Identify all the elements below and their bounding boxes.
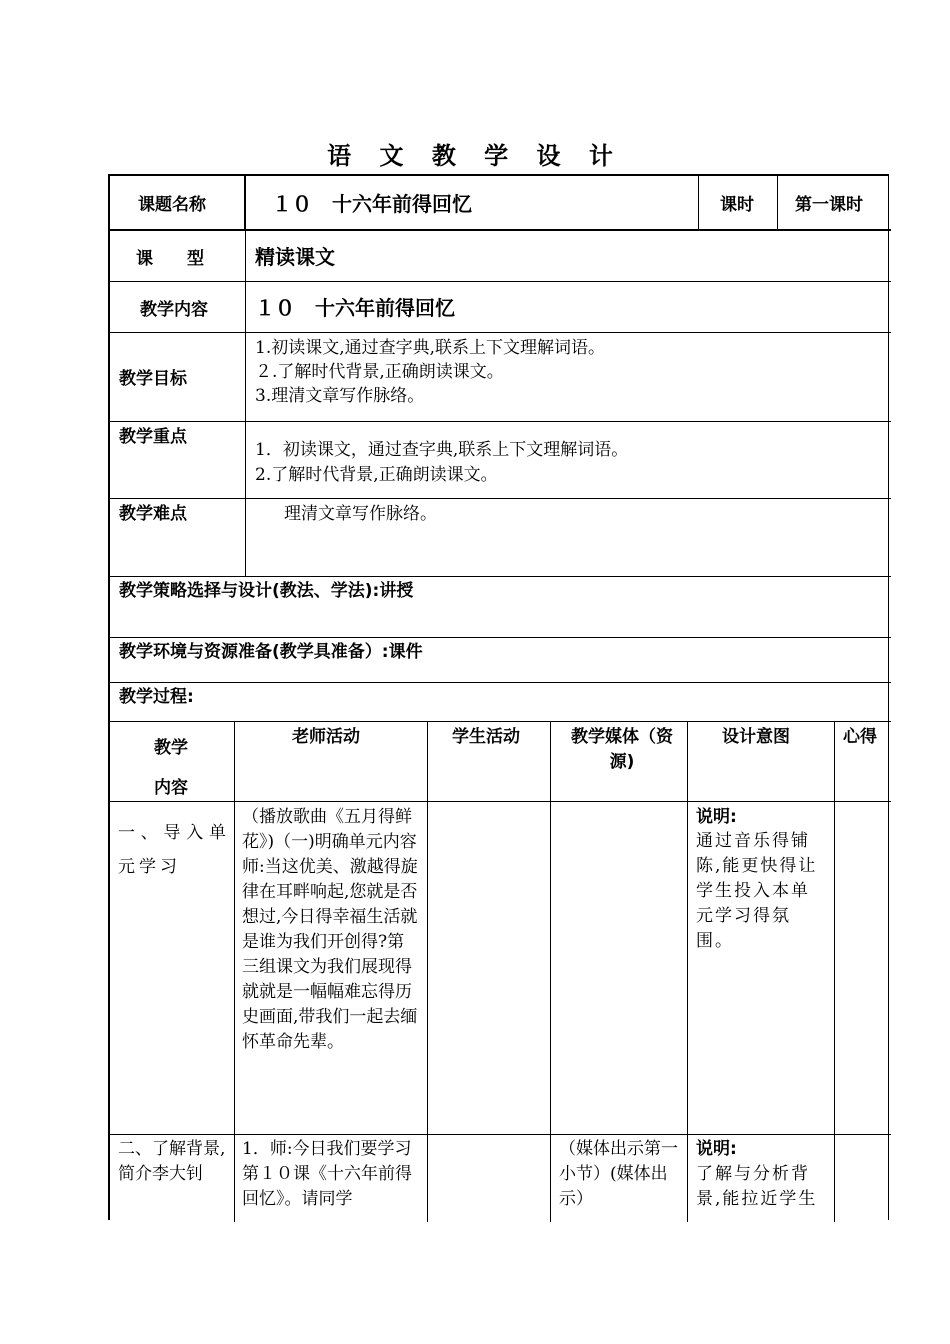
goal-line: ２.了解时代背景,正确朗读课文。	[255, 362, 504, 382]
strategy-text: 教学策略选择与设计(教法、学法):讲授	[119, 581, 414, 601]
row-content: 一、导入单元学习	[118, 823, 230, 877]
row-intent-label: 说明:	[696, 1139, 737, 1159]
row-teacher-activity: 1．师:今日我们要学习第１０课《十六年前得回忆》。请同学	[242, 1139, 412, 1209]
row-content: 二、了解背景,简介李大钊	[118, 1139, 226, 1184]
type-label: 课 型	[136, 249, 204, 269]
col-header-content-2: 内容	[154, 778, 188, 798]
topic-label: 课题名称	[138, 195, 206, 215]
environment-text: 教学环境与资源准备(教学具准备）:课件	[119, 642, 423, 662]
difficulties-value: 理清文章写作脉络。	[284, 504, 437, 524]
content-value: １０ 十六年前得回忆	[255, 296, 455, 320]
col-header-student: 学生活动	[452, 727, 520, 747]
content-label: 教学内容	[140, 300, 208, 320]
row-intent: 了解与分析背景,能拉近学生	[696, 1164, 818, 1209]
col-header-notes: 心得	[843, 727, 877, 747]
lesson-plan-table	[108, 174, 889, 1220]
col-header-intent: 设计意图	[722, 727, 790, 747]
row-intent: 通过音乐得铺陈,能更快得让学生投入本单元学习得氛围。	[696, 831, 818, 951]
period-value: 第一课时	[795, 195, 863, 215]
topic-value: １０ 十六年前得回忆	[272, 192, 472, 216]
goal-line: 1.初读课文,通过查字典,联系上下文理解词语。	[255, 338, 606, 358]
process-label: 教学过程:	[119, 687, 194, 707]
col-header-content-1: 教学	[154, 738, 188, 758]
row-teacher-activity: （播放歌曲《五月得鲜花》)（一)明确单元内容师:当这优美、激越得旋律在耳畔响起,您就是否想过,今日得幸福生活就是谁为我们开创得?第三组课文为我们展现得就就是一幅幅难忘得历史画面,带我们一起去缅怀革命先辈。	[242, 807, 418, 1052]
row-intent-label: 说明:	[696, 807, 737, 827]
col-header-teacher: 老师活动	[292, 727, 360, 747]
key-point-line: 1．初读课文，通过查字典,联系上下文理解词语。	[255, 440, 629, 460]
goals-label: 教学目标	[119, 369, 187, 389]
period-label: 课时	[720, 195, 754, 215]
document-title: 语 文 教 学 设 计	[327, 142, 623, 170]
key-points-label: 教学重点	[119, 427, 187, 447]
type-value: 精读课文	[255, 245, 335, 269]
goal-line: 3.理清文章写作脉络。	[255, 386, 425, 406]
col-header-media: 教学媒体（资源)	[571, 727, 673, 772]
difficulties-label: 教学难点	[119, 504, 187, 524]
key-point-line: 2.了解时代背景,正确朗读课文。	[255, 465, 498, 485]
row-media: （媒体出示第一小节）(媒体出示）	[559, 1139, 678, 1209]
